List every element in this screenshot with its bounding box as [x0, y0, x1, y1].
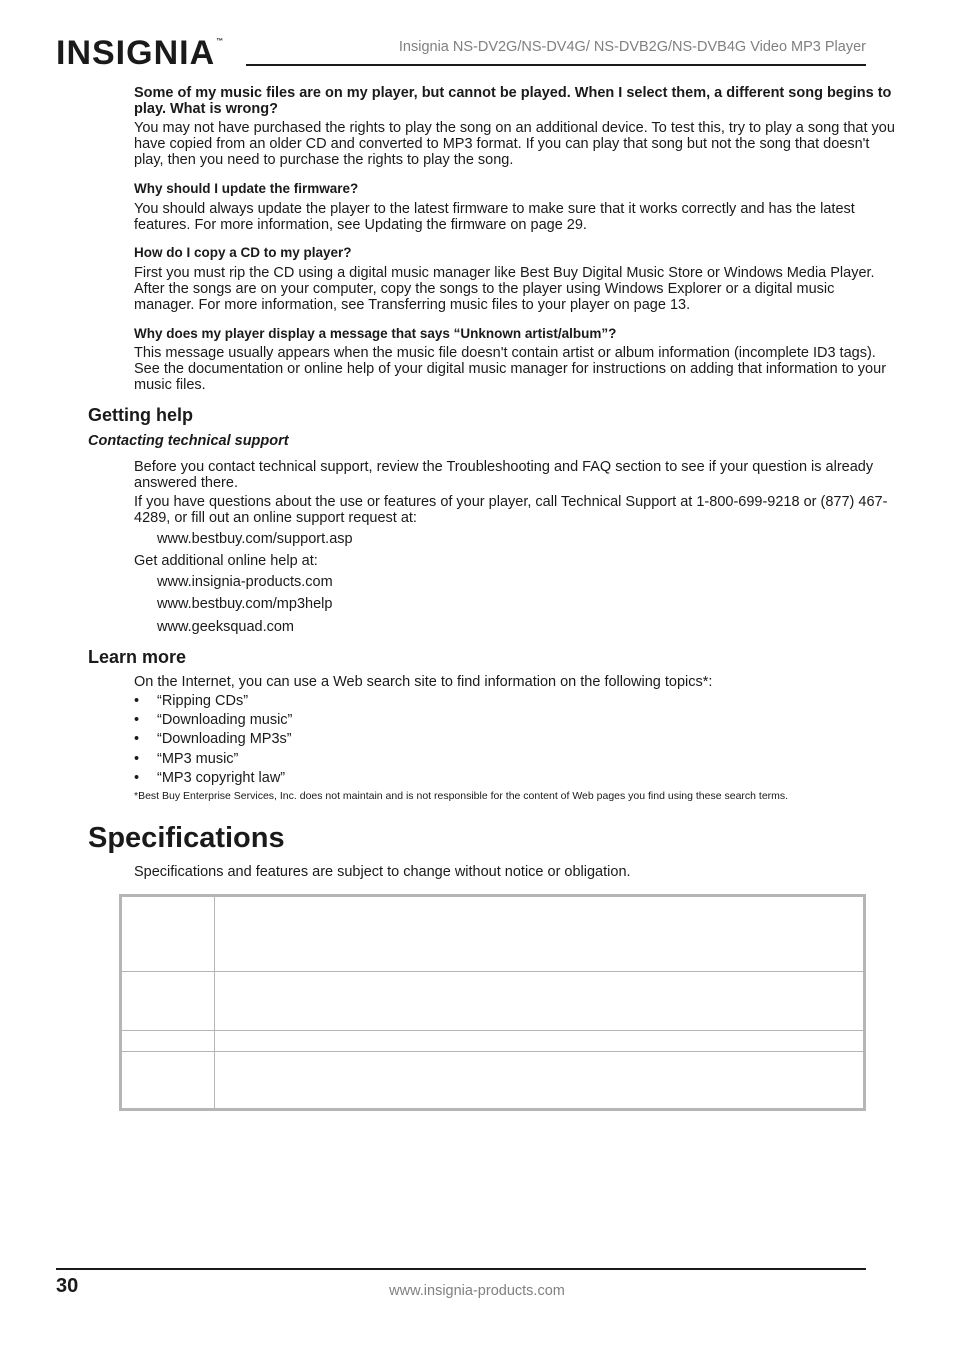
footer-rule	[56, 1268, 866, 1270]
help-url-link-1[interactable]: www.insignia-products.com	[157, 574, 333, 590]
table-column-divider	[214, 897, 215, 1108]
faq-question-1: Some of my music files are on my player, but cannot be played. When I select them, a different song begins to play. What is wrong?	[134, 85, 892, 117]
table-row-divider	[122, 1051, 863, 1052]
logo-text: INSIGNIA	[56, 34, 216, 72]
topic-text: “MP3 music”	[157, 751, 239, 767]
page-number: 30	[56, 1275, 79, 1297]
learn-more-intro: On the Internet, you can use a Web search site to find information on the following topics*:	[134, 674, 713, 690]
topic-text: “MP3 copyright law”	[157, 770, 286, 786]
topic-text: “Downloading MP3s”	[157, 731, 292, 747]
support-url-link[interactable]: www.bestbuy.com/support.asp	[157, 531, 353, 547]
getting-help-para-2: If you have questions about the use or features of your player, call Technical Support at 1-800-699-9218 or (877) 467-4289, or fill out an online support request at:	[134, 494, 888, 526]
help-url-link-3[interactable]: www.geeksquad.com	[157, 619, 295, 635]
faq-question-4: Why does my player display a message that says “Unknown artist/album”?	[134, 326, 617, 341]
topic-text: “Ripping CDs”	[157, 693, 249, 709]
footer-url: www.insignia-products.com	[389, 1283, 565, 1299]
bullet-icon: •	[134, 751, 140, 767]
header-rule	[246, 64, 866, 66]
insignia-logo	[56, 34, 224, 73]
contacting-support-heading: Contacting technical support	[88, 433, 289, 449]
header-title: Insignia NS-DV2G/NS-DV4G/ NS-DVB2G/NS-DVB4G Video MP3 Player	[398, 39, 866, 55]
logo-trademark: ™	[216, 38, 225, 45]
bullet-icon: •	[134, 693, 140, 709]
specifications-heading: Specifications	[88, 822, 285, 854]
specifications-intro: Specifications and features are subject to change without notice or obligation.	[134, 864, 631, 880]
getting-help-para-1: Before you contact technical support, review the Troubleshooting and FAQ section to see if your question is already answered there.	[134, 459, 874, 491]
table-row-divider	[122, 971, 863, 972]
bullet-icon: •	[134, 770, 140, 786]
faq-answer-3: First you must rip the CD using a digital music manager like Best Buy Digital Music Store or Windows Media Player. After the songs are on your computer, copy the songs to the player using Windows Explorer or a digital music manager. For more information, see Transferring music files to your player on page 13.	[134, 265, 875, 313]
list-item	[134, 693, 248, 709]
getting-help-heading: Getting help	[88, 405, 193, 425]
topic-text: “Downloading music”	[157, 712, 293, 728]
specifications-table	[119, 894, 866, 1111]
list-item	[134, 712, 292, 728]
getting-help-para-3: Get additional online help at:	[134, 553, 318, 569]
list-item	[134, 770, 285, 786]
learn-more-heading: Learn more	[88, 647, 187, 667]
list-item	[134, 731, 292, 747]
faq-answer-1: You may not have purchased the rights to play the song on an additional device. To test this, try to play a song that you have copied from an older CD and converted to MP3 format. If you can play that song but not the song that doesn't play, then you need to purchase the rights to play the song.	[134, 120, 895, 168]
faq-answer-4: This message usually appears when the music file doesn't contain artist or album information (incomplete ID3 tags). See the documentation or online help of your digital music manager for instructions on adding that information to your music files.	[134, 345, 887, 393]
bullet-icon: •	[134, 731, 140, 747]
bullet-icon: •	[134, 712, 140, 728]
faq-answer-2: You should always update the player to the latest firmware to make sure that it works correctly and has the latest features. For more information, see Updating the firmware on page 29.	[134, 201, 855, 233]
list-item	[134, 751, 238, 767]
table-row-divider	[122, 1030, 863, 1031]
footnote: *Best Buy Enterprise Services, Inc. does not maintain and is not responsible for the content of Web pages you find using these search terms.	[134, 790, 789, 802]
faq-question-2: Why should I update the firmware?	[134, 181, 359, 196]
help-url-link-2[interactable]: www.bestbuy.com/mp3help	[157, 596, 333, 612]
faq-question-3: How do I copy a CD to my player?	[134, 245, 352, 260]
